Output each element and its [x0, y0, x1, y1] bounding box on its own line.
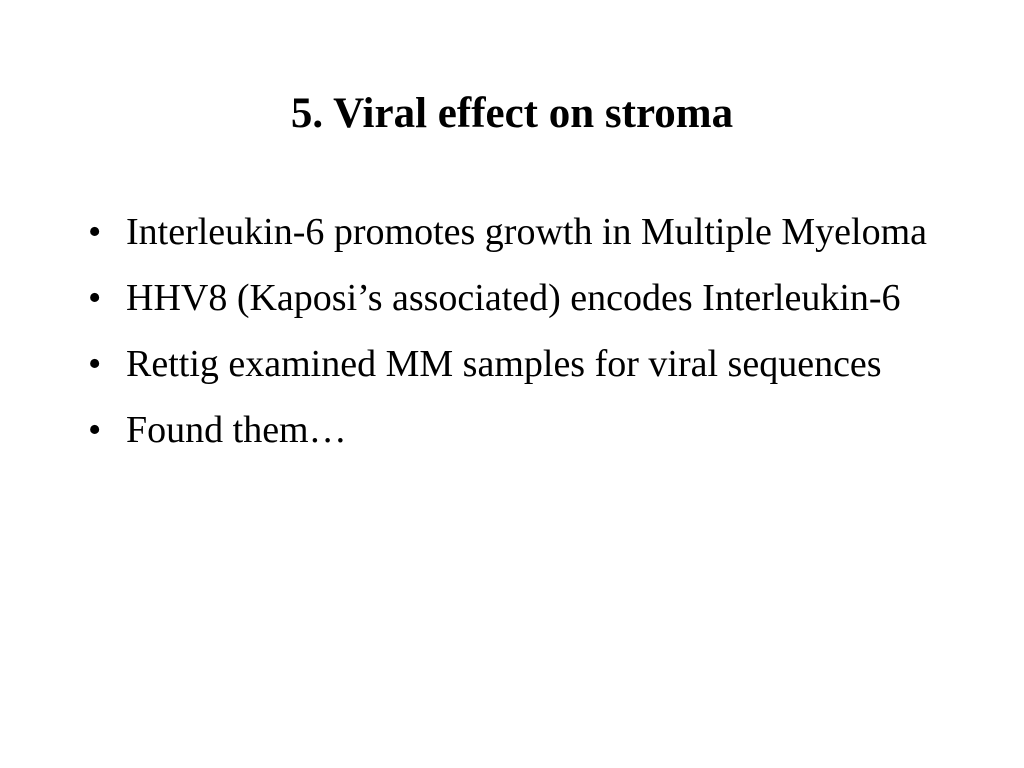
bullet-item [88, 404, 928, 456]
bullet-text: Rettig examined MM samples for viral sequences [126, 343, 882, 385]
bullet-item [88, 206, 928, 258]
bullet-item [88, 338, 928, 390]
slide-title: 5. Viral effect on stroma [290, 90, 734, 137]
bullet-icon: • [88, 343, 102, 385]
bullet-item [88, 272, 928, 324]
bullet-icon: • [88, 211, 102, 253]
bullet-text: HHV8 (Kaposi’s associated) encodes Interleukin-6 [126, 277, 901, 319]
bullet-list [88, 206, 928, 470]
bullet-icon: • [88, 277, 102, 319]
bullet-text: Found them… [126, 409, 347, 451]
bullet-text: Interleukin-6 promotes growth in Multiple Myeloma [126, 211, 928, 253]
bullet-icon: • [88, 409, 102, 451]
